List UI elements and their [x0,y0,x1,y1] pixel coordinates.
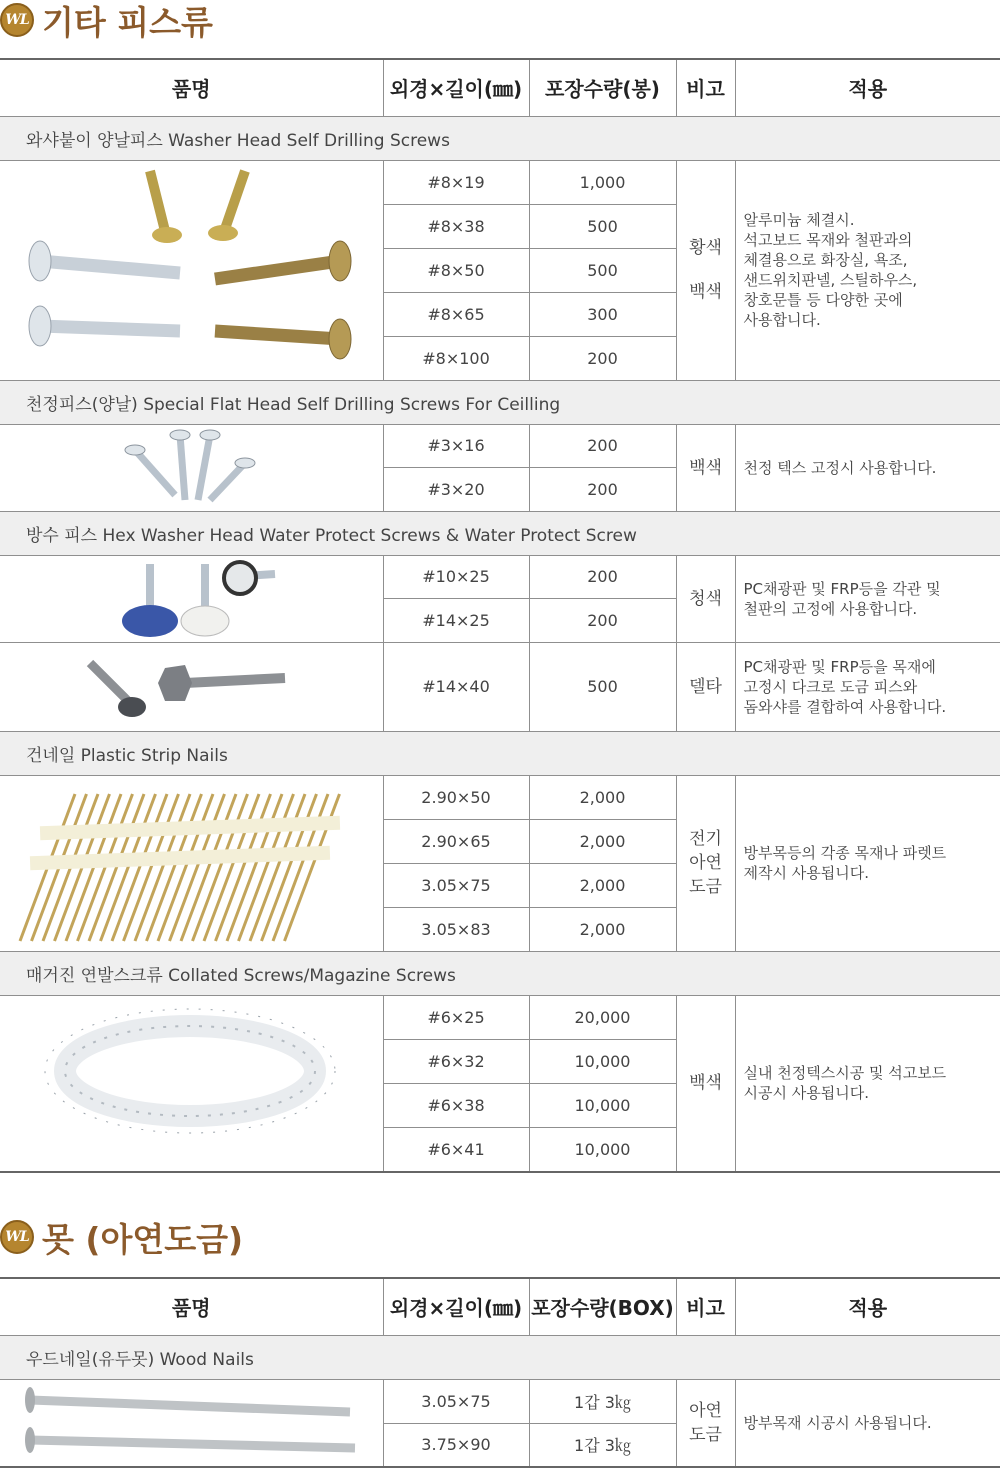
product-image-collated-screws [0,995,383,1172]
application-line: 알루미늄 체결시. [743,211,855,229]
note-cell [676,1379,735,1467]
note-line: 백색 [689,457,722,478]
group-header-row [0,1335,1000,1379]
note-line: 백색 [689,1073,722,1093]
collated-screws-icon [0,996,383,1171]
product-image-ceiling-screws [0,424,383,511]
header-qty: 포장수량(봉) [529,59,676,116]
note-line: 황색 [689,238,722,258]
product-image-water-protect-screws [0,555,383,642]
group-name: 천정피스(양날) Special Flat Head Self Drilling Screws For Ceilling [0,380,1000,424]
qty-cell: 10,000 [529,1127,676,1171]
nail-line [239,794,294,941]
qty-cell: 500 [529,642,676,731]
application-line: 천정 텍스 고정시 사용합니다. [743,458,937,477]
table-header-row [0,59,1000,116]
product-image-wood-nails [0,1379,383,1467]
nail-line [273,794,328,941]
note-cell [676,555,735,642]
note-line: 아연 [689,853,722,873]
size-cell: #6×41 [383,1127,529,1171]
nail-line [101,794,156,941]
note-cell [676,642,735,731]
header-name: 품명 [0,59,383,116]
qty-cell: 20,000 [529,995,676,1039]
application-line: 철판의 고정에 사용합니다. [743,599,918,618]
strip-nails-icon [0,776,383,951]
size-cell: #8×38 [383,204,529,248]
nail-line [135,794,190,941]
application-line: PC채광판 및 FRP등을 각관 및 [743,579,941,598]
group-header-row [0,116,1000,160]
application-cell [735,995,1000,1172]
group-header-row [0,731,1000,775]
header-qty: 포장수량(BOX) [529,1278,676,1335]
size-cell: #8×50 [383,248,529,292]
nail-line [250,794,305,941]
header-application: 적용 [735,1278,1000,1335]
note-cell [676,160,735,380]
section-title-text: 기타 피스류 [42,2,213,42]
header-note: 비고 [676,1278,735,1335]
washer-screws-icon [0,161,383,379]
nail-line [204,794,259,941]
qty-cell: 500 [529,248,676,292]
note-cell [676,995,735,1172]
header-size: 외경×길이(㎜) [383,59,529,116]
header-size: 외경×길이(㎜) [383,1278,529,1335]
nail-line [181,794,236,941]
product-image-washer-screws [0,160,383,380]
nail-line [170,794,225,941]
brand-logo-icon: WL [0,3,34,37]
product-image-strip-nails [0,775,383,951]
qty-cell: 300 [529,292,676,336]
table-header-row [0,1278,1000,1335]
size-cell: #6×32 [383,1039,529,1083]
qty-cell: 2,000 [529,775,676,819]
application-cell [735,775,1000,951]
qty-cell: 2,000 [529,863,676,907]
group-name: 우드네일(유두못) Wood Nails [0,1335,1000,1379]
qty-cell: 1갑 3㎏ [529,1379,676,1423]
nail-line [285,794,340,941]
table-row [0,160,1000,204]
screws-table [0,58,1000,1173]
application-line: 고정시 다크로 도금 피스와 [743,677,918,696]
note-cell [676,424,735,511]
hex-screws-icon [0,643,383,731]
application-line: 제작시 사용됩니다. [743,864,869,882]
application-line: 창호문틀 등 다양한 곳에 [743,291,903,309]
group-header-row [0,951,1000,995]
qty-cell: 2,000 [529,819,676,863]
water-protect-screws-icon [0,556,383,642]
qty-cell: 10,000 [529,1039,676,1083]
size-cell: #8×19 [383,160,529,204]
nail-line [112,794,167,941]
nail-line [227,794,282,941]
size-cell: #3×20 [383,468,529,512]
application-line: 샌드위치판넬, 스틸하우스, [743,271,918,289]
qty-cell: 1,000 [529,160,676,204]
application-cell [735,1379,1000,1467]
note-line: 청색 [689,588,722,609]
size-cell: 3.75×90 [383,1423,529,1467]
section-title-screws [0,0,213,40]
application-line: 방부목재 시공시 사용됩니다. [743,1413,932,1432]
note-line: 도금 [689,1424,722,1445]
nails-table [0,1277,1000,1468]
size-cell: #6×25 [383,995,529,1039]
wood-nails-icon [0,1380,383,1466]
qty-cell: 200 [529,555,676,599]
ceiling-screws-icon [0,425,383,511]
application-cell [735,642,1000,731]
size-cell: #6×38 [383,1083,529,1127]
note-line: 도금 [689,877,722,897]
application-line: 방부목등의 각종 목재나 파렛트 [743,844,947,862]
application-cell [735,424,1000,511]
size-cell: 3.05×75 [383,863,529,907]
application-line: 시공시 사용됩니다. [743,1084,869,1102]
group-name: 매거진 연발스크류 Collated Screws/Magazine Screws [0,951,1000,995]
size-cell: 3.05×83 [383,907,529,951]
qty-cell: 500 [529,204,676,248]
table-row [0,555,1000,599]
note-line: 델타 [689,676,722,697]
qty-cell: 200 [529,599,676,643]
table-row [0,424,1000,468]
size-cell: #8×100 [383,336,529,380]
table-row [0,642,1000,731]
size-cell: #10×25 [383,555,529,599]
size-cell: #14×25 [383,599,529,643]
table-row [0,775,1000,819]
application-cell [735,555,1000,642]
size-cell: #14×40 [383,642,529,731]
nail-line [262,794,317,941]
nail-line [124,794,179,941]
group-header-row [0,511,1000,555]
header-application: 적용 [735,59,1000,116]
note-line: 백색 [689,282,722,302]
qty-cell: 1갑 3㎏ [529,1423,676,1467]
size-cell: 2.90×50 [383,775,529,819]
application-line: 석고보드 목재와 철판과의 [743,231,913,249]
qty-cell: 200 [529,336,676,380]
size-cell: 3.05×75 [383,1379,529,1423]
application-line: 돔와샤를 결합하여 사용합니다. [743,697,947,716]
application-line: 사용합니다. [743,311,821,329]
application-cell [735,160,1000,380]
product-image-hex-screws [0,642,383,731]
size-cell: #8×65 [383,292,529,336]
size-cell: #3×16 [383,424,529,468]
application-line: 실내 천정텍스시공 및 석고보드 [743,1064,947,1082]
section-title-text: 못 (아연도금) [42,1219,244,1259]
nail-line [216,794,271,941]
table-row [0,1379,1000,1423]
size-cell: 2.90×65 [383,819,529,863]
group-name: 건네일 Plastic Strip Nails [0,731,1000,775]
group-name: 방수 피스 Hex Washer Head Water Protect Screws & Water Protect Screw [0,511,1000,555]
application-line: PC채광판 및 FRP등을 목재에 [743,657,936,676]
note-line: 전기 [689,829,722,849]
qty-cell: 200 [529,424,676,468]
nail-line [193,794,248,941]
application-line: 체결용으로 화장실, 욕조, [743,251,908,269]
note-line: 아연 [689,1400,722,1421]
group-name: 와샤붙이 양날피스 Washer Head Self Drilling Screws [0,116,1000,160]
nail-line [147,794,202,941]
nail-line [158,794,213,941]
section-title-nails [0,1217,243,1257]
qty-cell: 2,000 [529,907,676,951]
qty-cell: 200 [529,468,676,512]
group-header-row [0,380,1000,424]
note-cell [676,775,735,951]
qty-cell: 10,000 [529,1083,676,1127]
brand-logo-icon: WL [0,1220,34,1254]
header-note: 비고 [676,59,735,116]
table-row [0,995,1000,1039]
header-name: 품명 [0,1278,383,1335]
